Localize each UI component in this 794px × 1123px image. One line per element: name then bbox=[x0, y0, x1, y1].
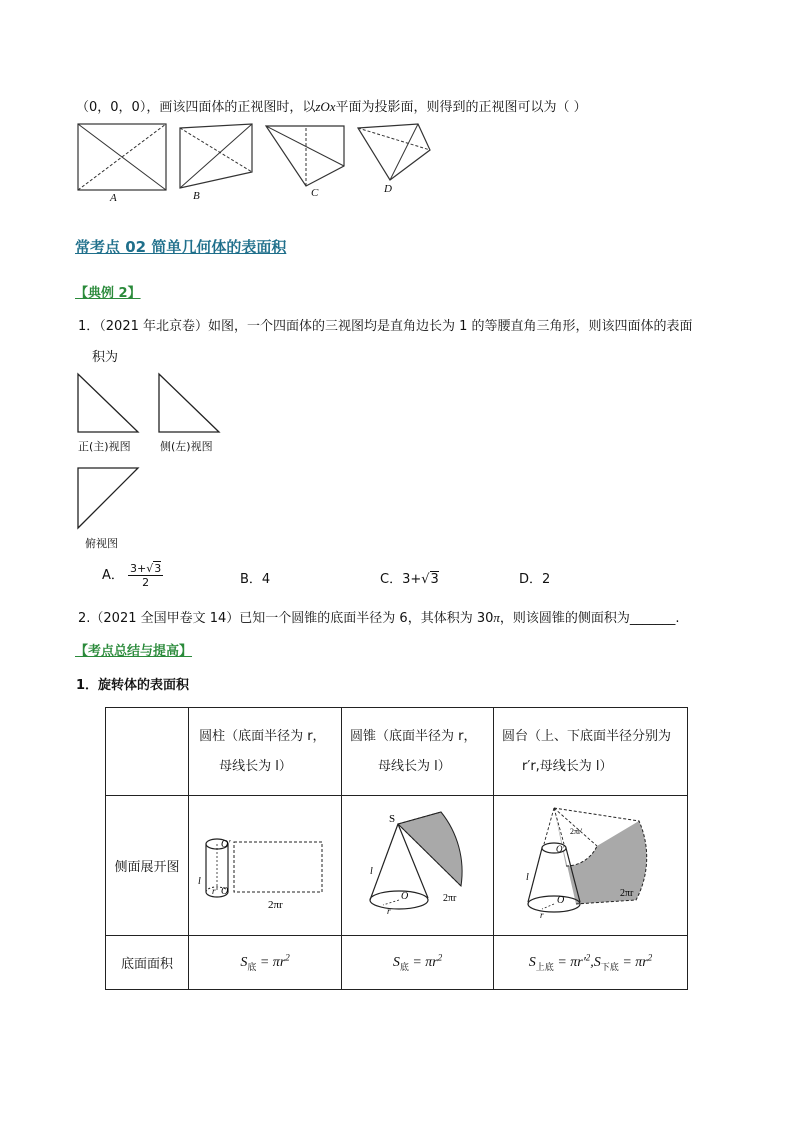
cyl-label-o: O bbox=[221, 885, 229, 897]
cyl-label-r: r bbox=[212, 885, 216, 896]
frustum-diagram-cell bbox=[494, 796, 688, 936]
frustum-label-r: r bbox=[539, 909, 544, 920]
row-label-base-area: 底面面积 bbox=[106, 936, 189, 990]
table-row-base-area bbox=[106, 936, 688, 990]
top-view-triangle bbox=[78, 468, 138, 528]
cylinder-base-formula: $S_底 = \pi r^2$ bbox=[189, 936, 342, 990]
cyl-label-l: l bbox=[198, 875, 201, 887]
side-view-triangle bbox=[159, 374, 219, 432]
header-cone: 圆锥（底面半径为 r， 母线长为 l） bbox=[342, 708, 494, 796]
table-row-lateral bbox=[106, 796, 688, 936]
summary-tag: 【考点总结与提高】 bbox=[75, 644, 193, 659]
cylinder-net-diagram bbox=[190, 804, 340, 924]
option-b-label: B bbox=[193, 190, 200, 202]
cone-net-diagram bbox=[343, 804, 493, 924]
subhead: 1．旋转体的表面积 bbox=[76, 678, 190, 693]
q1-line1: 1．（2021 年北京卷）如图，一个四面体的三视图均是直角边长为 1 的等腰直角三角形，则该四面体的表面 bbox=[78, 319, 693, 334]
header-cylinder: 圆柱（底面半径为 r， 母线长为 l） bbox=[189, 708, 342, 796]
frustum-base-formula: $S_{上底} = \pi r'^2,S_{下底} = \pi r^2$ bbox=[494, 936, 688, 990]
prev-question-text: （0，0，0），画该四面体的正视图时，以zOx平面为投影面，则得到的正视图可以为（ ） bbox=[76, 99, 587, 115]
side-view-label: 侧(左)视图 bbox=[160, 440, 213, 453]
top-view-label: 俯视图 bbox=[85, 537, 118, 550]
cone-base-formula: $S_底 = \pi r^2$ bbox=[342, 936, 494, 990]
q1-line2: 积为 bbox=[92, 350, 119, 365]
option-d-figure bbox=[358, 124, 430, 180]
frustum-label-l: l bbox=[525, 871, 529, 883]
cone-label-r: r bbox=[386, 905, 391, 916]
cone-label-s: S bbox=[388, 812, 395, 825]
frustum-label-2pir-top: 2πr′ bbox=[569, 826, 582, 836]
frustum-net-diagram bbox=[496, 804, 686, 924]
cone-label-l: l bbox=[369, 865, 373, 877]
option-b-figure bbox=[180, 124, 252, 188]
option-c-label: C bbox=[311, 187, 319, 199]
table-header-row bbox=[106, 708, 688, 796]
choice-b: B．4 bbox=[240, 572, 271, 587]
option-c-figure bbox=[266, 126, 344, 186]
cylinder-diagram-cell bbox=[189, 796, 342, 936]
cyl-label-otop: O′ bbox=[221, 838, 231, 850]
header-frustum: 圆台（上、下底面半径分别为 r′r,母线长为 l） bbox=[494, 708, 688, 796]
option-d-label: D bbox=[384, 183, 392, 195]
choice-d: D．2 bbox=[519, 572, 551, 587]
frustum-label-2pir: 2πr bbox=[619, 887, 633, 899]
frustum-label-otop: O′ bbox=[555, 843, 564, 854]
empty-header-cell bbox=[106, 708, 189, 796]
section-title: 常考点 02 简单几何体的表面积 bbox=[75, 238, 287, 256]
example-tag: 【典例 2】 bbox=[75, 286, 141, 301]
front-view-label: 正(主)视图 bbox=[78, 440, 131, 453]
cone-label-2pir: 2πr bbox=[442, 892, 456, 904]
frustum-label-o: O bbox=[556, 894, 564, 906]
plane-label: zOx bbox=[315, 99, 336, 114]
cone-diagram-cell bbox=[342, 796, 494, 936]
option-a-label: A bbox=[110, 192, 117, 204]
q2-text: 2.（2021 全国甲卷文 14）已知一个圆锥的底面半径为 6，其体积为 30π，则该圆锥的侧面积为_______. bbox=[78, 610, 680, 626]
cone-label-o: O bbox=[400, 890, 408, 902]
option-a-figure bbox=[78, 124, 166, 190]
front-view-triangle bbox=[78, 374, 138, 432]
cyl-label-2pir: 2πr bbox=[268, 898, 283, 911]
surface-area-table bbox=[105, 707, 688, 990]
choice-c: C．3+√3 bbox=[380, 572, 439, 587]
choice-a: A． $\frac{3+√3}{2}$ bbox=[102, 562, 162, 589]
row-label-lateral: 侧面展开图 bbox=[106, 796, 189, 936]
